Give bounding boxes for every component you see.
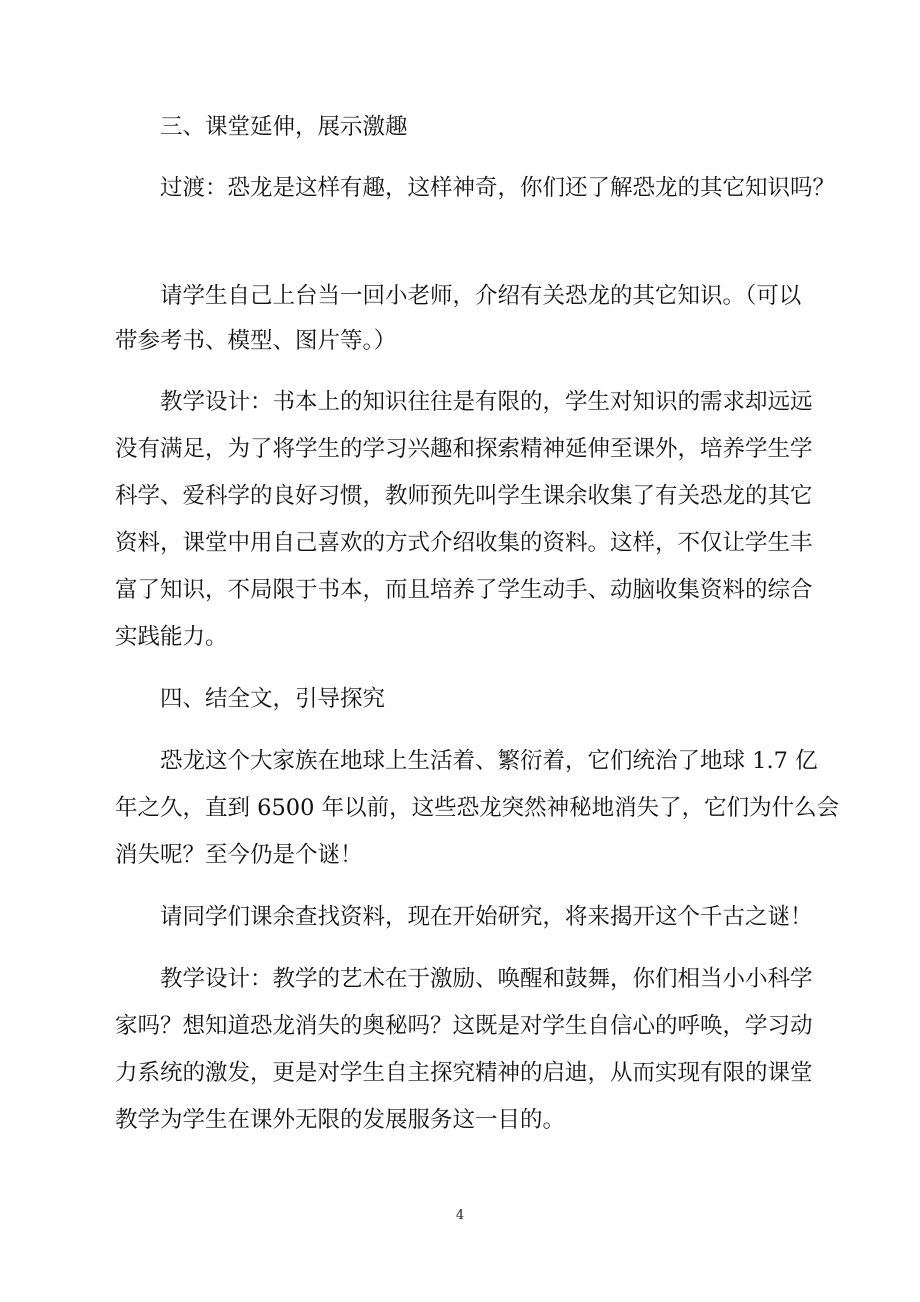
paragraph-line: 没有满足，为了将学生的学习兴趣和探索精神延伸至课外，培养学生学 (115, 436, 813, 462)
paragraph-line: 请学生自己上台当一回小老师，介绍有关恐龙的其它知识。（可以 (160, 283, 802, 309)
paragraph-line: 请同学们课余查找资料，现在开始研究，将来揭开这个千古之谜！ (160, 904, 813, 930)
paragraph-line: 教学为学生在课外无限的发展服务这一目的。 (115, 1107, 566, 1133)
paragraph-line: 过渡：恐龙是这样有趣，这样神奇，你们还了解恐龙的其它知识吗？ (160, 175, 836, 201)
paragraph-line: 年之久，直到 6500 年以前，这些恐龙突然神秘地消失了，它们为什么会 (115, 795, 840, 821)
paragraph-line: 家吗？想知道恐龙消失的奥秘吗？这既是对学生自信心的呼唤，学习动 (115, 1013, 813, 1039)
paragraph-line: 力系统的激发，更是对学生自主探究精神的启迪，从而实现有限的课堂 (115, 1060, 813, 1086)
paragraph-line: 教学设计：书本上的知识往往是有限的，学生对知识的需求却远远 (160, 389, 813, 415)
paragraph-line: 带参考书、模型、图片等。） (115, 328, 397, 354)
paragraph-line: 富了知识，不局限于书本，而且培养了学生动手、动脑收集资料的综合 (115, 577, 813, 603)
paragraph-line: 实践能力。 (115, 624, 228, 650)
paragraph-line: 资料，课堂中用自己喜欢的方式介绍收集的资料。这样，不仅让学生丰 (115, 530, 813, 556)
page-number: 4 (455, 1208, 465, 1223)
paragraph-line: 科学、爱科学的良好习惯，教师预先叫学生课余收集了有关恐龙的其它 (115, 483, 813, 509)
paragraph-line: 教学设计：教学的艺术在于激励、唤醒和鼓舞，你们相当小小科学 (160, 966, 813, 992)
section-heading-3: 三、课堂延伸，展示激趣 (160, 114, 408, 140)
paragraph-line: 恐龙这个大家族在地球上生活着、繁衍着，它们统治了地球 1.7 亿 (160, 748, 818, 774)
section-heading-4: 四、结全文，引导探究 (160, 686, 386, 712)
paragraph-line: 消失呢？至今仍是个谜！ (115, 842, 363, 868)
